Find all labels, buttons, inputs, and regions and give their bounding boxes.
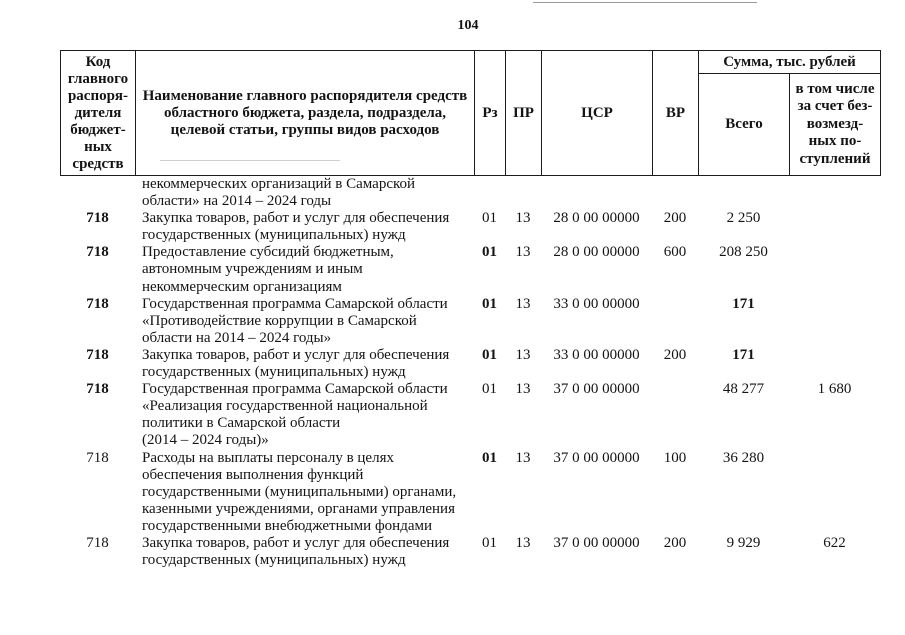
table-row: [60, 176, 880, 210]
header-code-line: распоря-: [67, 87, 129, 104]
row-name-line: «Реализация государственной национальной: [142, 398, 428, 415]
row-name-line: государственными (муниципальными) органами,: [142, 483, 457, 500]
row-vr: 200: [663, 210, 687, 227]
header-code-line: дителя: [74, 104, 122, 121]
header-name-line: Наименование главного распорядителя средств: [142, 87, 468, 104]
row-rz: 01: [482, 244, 497, 261]
header-name-cell: [135, 50, 475, 176]
table-row: [60, 210, 880, 244]
row-name-line: Закупка товаров, работ и услуг для обеспечения: [142, 534, 450, 551]
row-name-line: государственных (муниципальных) нужд: [142, 364, 406, 381]
row-vr: 100: [663, 449, 687, 466]
row-rz: 01: [482, 449, 497, 466]
row-name-line: области на 2014 – 2024 годы»: [142, 329, 332, 346]
row-name-line: казенными учреждениями, органами управления: [142, 500, 455, 517]
row-code: 718: [86, 295, 109, 312]
table-row: [60, 450, 880, 535]
row-vr: 600: [663, 244, 687, 261]
row-csr: 33 0 00 00000: [553, 346, 640, 363]
row-pr: 13: [515, 244, 531, 261]
header-total: Всего: [698, 73, 790, 176]
header-name-line: областного бюджета, раздела, подраздела,: [163, 104, 447, 121]
row-vr: 200: [663, 346, 687, 363]
row-total: 171: [732, 295, 755, 312]
table-row: [60, 381, 880, 449]
row-csr: 37 0 00 00000: [553, 534, 640, 551]
row-rz: 01: [482, 295, 497, 312]
row-name-line: Расходы на выплаты персоналу в целях: [142, 449, 394, 466]
row-rz: 01: [482, 381, 497, 398]
table-row: [60, 347, 880, 381]
row-csr: 28 0 00 00000: [553, 244, 640, 261]
row-code: 718: [86, 534, 109, 551]
row-name-line: Предоставление субсидий бюджетным,: [142, 244, 394, 261]
header-rz: Рз: [474, 50, 506, 176]
table-row: [60, 535, 880, 569]
table-body: [60, 176, 880, 569]
header-sum-group: Сумма, тыс. рублей: [698, 50, 881, 74]
header-code-line: главного: [67, 70, 129, 87]
page-number: 104: [457, 18, 479, 33]
header-gratuitous-line: ступлений: [799, 150, 871, 167]
header-gratuitous-line: возмезд-: [806, 115, 864, 132]
row-rz: 01: [482, 534, 497, 551]
row-name-line: некоммерческим организациям: [142, 278, 342, 295]
header-gratuitous-line: за счет без-: [797, 98, 873, 115]
row-code: 718: [86, 346, 109, 363]
header-gratuitous-cell: [789, 73, 881, 176]
row-name-line: области» на 2014 – 2024 годы: [142, 193, 332, 210]
row-rz: 01: [482, 210, 497, 227]
row-total: 171: [732, 346, 755, 363]
row-rz: 01: [482, 346, 497, 363]
row-code: 718: [86, 210, 109, 227]
row-code: 718: [86, 381, 109, 398]
row-csr: 37 0 00 00000: [553, 381, 640, 398]
table-row: [60, 244, 880, 295]
row-pr: 13: [515, 346, 531, 363]
header-csr: ЦСР: [541, 50, 653, 176]
row-total: 2 250: [726, 210, 761, 227]
table-row: [60, 296, 880, 347]
scan-artifact-line: [533, 2, 757, 3]
row-csr: 28 0 00 00000: [553, 210, 640, 227]
row-name-line: Закупка товаров, работ и услуг для обеспечения: [142, 210, 450, 227]
header-vr: ВР: [652, 50, 699, 176]
row-name-line: обеспечения выполнения функций: [142, 466, 364, 483]
row-name-line: автономным учреждениям и иным: [142, 261, 363, 278]
row-name-line: некоммерческих организаций в Самарской: [142, 176, 416, 192]
row-name-line: Государственная программа Самарской области: [142, 381, 448, 398]
row-name-line: Государственная программа Самарской области: [142, 295, 448, 312]
row-name-line: (2014 – 2024 годы)»: [142, 432, 269, 449]
row-pr: 13: [515, 295, 531, 312]
header-gratuitous-line: ных по-: [808, 133, 862, 150]
row-total: 36 280: [722, 449, 765, 466]
row-name: [135, 296, 474, 347]
header-code-line: Код: [85, 53, 111, 70]
row-total: 9 929: [726, 534, 761, 551]
row-name: [135, 210, 474, 244]
row-pr: 13: [515, 449, 531, 466]
header-code-line: ных: [84, 138, 112, 155]
header-pr: ПР: [505, 50, 542, 176]
row-total: 208 250: [719, 244, 768, 261]
row-csr: 33 0 00 00000: [553, 295, 640, 312]
row-vr: 200: [663, 534, 687, 551]
row-gratuitous: 622: [823, 534, 846, 551]
header-gratuitous-line: в том числе: [795, 80, 875, 97]
row-total: 48 277: [722, 381, 765, 398]
row-pr: 13: [515, 534, 531, 551]
row-name-line: политики в Самарской области: [142, 415, 341, 432]
row-name: [135, 176, 474, 210]
row-code: 718: [86, 449, 109, 466]
row-name-line: «Противодействие коррупции в Самарской: [142, 312, 417, 329]
row-name: [135, 244, 474, 295]
row-csr: 37 0 00 00000: [553, 449, 640, 466]
row-name: [135, 347, 474, 381]
row-name: [135, 450, 474, 535]
row-name-line: государственными внебюджетными фондами: [142, 517, 433, 534]
header-name-line: целевой статьи, группы видов расходов: [170, 121, 440, 138]
row-gratuitous: 1 680: [817, 381, 852, 398]
row-name-line: государственных (муниципальных) нужд: [142, 227, 406, 244]
row-pr: 13: [515, 381, 531, 398]
row-name: [135, 535, 474, 569]
row-code: 718: [86, 244, 109, 261]
row-name-line: Закупка товаров, работ и услуг для обеспечения: [142, 346, 450, 363]
row-name: [135, 381, 474, 449]
header-code-line: средств: [72, 155, 124, 172]
header-code-cell: [60, 50, 136, 176]
row-pr: 13: [515, 210, 531, 227]
row-name-line: государственных (муниципальных) нужд: [142, 552, 406, 569]
header-code-line: бюджет-: [70, 121, 126, 138]
